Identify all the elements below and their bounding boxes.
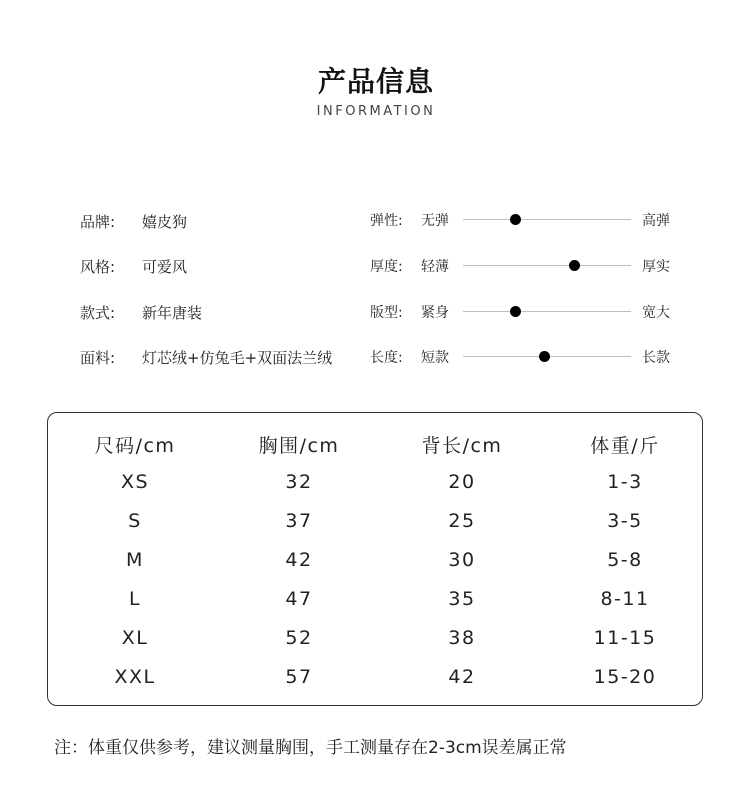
- scale-high-label: 厚实: [642, 259, 670, 275]
- info-value: 嬉皮狗: [142, 213, 188, 231]
- info-value: 可爱风: [142, 258, 188, 276]
- table-cell: 1-3: [607, 471, 643, 493]
- size-table: [47, 412, 703, 706]
- scale-row-fit: [370, 302, 675, 322]
- table-cell: 5-8: [607, 549, 643, 571]
- info-label: 风格:: [80, 258, 116, 276]
- info-row-style: [80, 256, 187, 277]
- info-value: 新年唐装: [142, 304, 203, 322]
- table-cell: M: [126, 549, 144, 571]
- scale-high-label: 长款: [642, 350, 670, 366]
- scale-label: 长度:: [370, 350, 403, 366]
- table-cell: 30: [448, 549, 476, 571]
- info-row-design: [80, 302, 202, 323]
- table-cell: 35: [448, 588, 476, 610]
- scale-high-label: 高弹: [642, 213, 670, 229]
- info-value: 灯芯绒+仿兔毛+双面法兰绒: [142, 349, 333, 367]
- table-cell: 52: [285, 627, 313, 649]
- scale-low-label: 轻薄: [421, 259, 449, 275]
- table-header-chest: 胸围/cm: [258, 435, 340, 457]
- table-header-weight: 体重/斤: [590, 435, 660, 457]
- table-cell: 42: [285, 549, 313, 571]
- table-cell: 8-11: [600, 588, 650, 610]
- table-cell: 3-5: [607, 510, 643, 532]
- table-cell: XS: [120, 471, 150, 493]
- scale-track: [463, 265, 631, 266]
- table-cell: 47: [285, 588, 313, 610]
- table-header-back-length: 背长/cm: [421, 435, 503, 457]
- scale-label: 厚度:: [370, 259, 403, 275]
- table-cell: 11-15: [593, 627, 657, 649]
- scale-indicator-dot: [569, 260, 580, 271]
- scale-track: [463, 219, 631, 220]
- table-cell: 38: [448, 627, 476, 649]
- scale-indicator-dot: [539, 351, 550, 362]
- info-label: 品牌:: [80, 213, 116, 231]
- table-cell: 57: [285, 666, 313, 688]
- table-cell: 32: [285, 471, 313, 493]
- table-cell: L: [128, 588, 142, 610]
- info-label: 款式:: [80, 304, 116, 322]
- table-cell: 42: [448, 666, 476, 688]
- table-cell: 37: [285, 510, 313, 532]
- table-cell: S: [128, 510, 142, 532]
- page-title: 产品信息: [317, 65, 434, 98]
- scale-track: [463, 311, 631, 312]
- footnote: 注：体重仅供参考，建议测量胸围，手工测量存在2-3cm误差属正常: [54, 738, 567, 758]
- scale-row-elasticity: [370, 210, 675, 230]
- scale-track: [463, 356, 631, 357]
- scale-indicator-dot: [510, 214, 521, 225]
- info-label: 面料:: [80, 349, 116, 367]
- table-header-size: 尺码/cm: [94, 435, 176, 457]
- scale-label: 弹性:: [370, 213, 403, 229]
- table-cell: XXL: [114, 666, 156, 688]
- scale-row-length: [370, 347, 675, 367]
- info-row-fabric: [80, 347, 332, 368]
- scale-low-label: 紧身: [421, 305, 449, 321]
- table-cell: 20: [448, 471, 476, 493]
- scale-indicator-dot: [510, 306, 521, 317]
- page-subtitle: INFORMATION: [316, 104, 436, 119]
- scale-high-label: 宽大: [642, 305, 670, 321]
- scale-row-thickness: [370, 256, 675, 276]
- scale-low-label: 无弹: [421, 213, 449, 229]
- scale-low-label: 短款: [421, 350, 449, 366]
- table-cell: 25: [448, 510, 476, 532]
- table-cell: XL: [121, 627, 149, 649]
- scale-label: 版型:: [370, 305, 403, 321]
- table-cell: 15-20: [593, 666, 657, 688]
- info-row-brand: [80, 211, 187, 232]
